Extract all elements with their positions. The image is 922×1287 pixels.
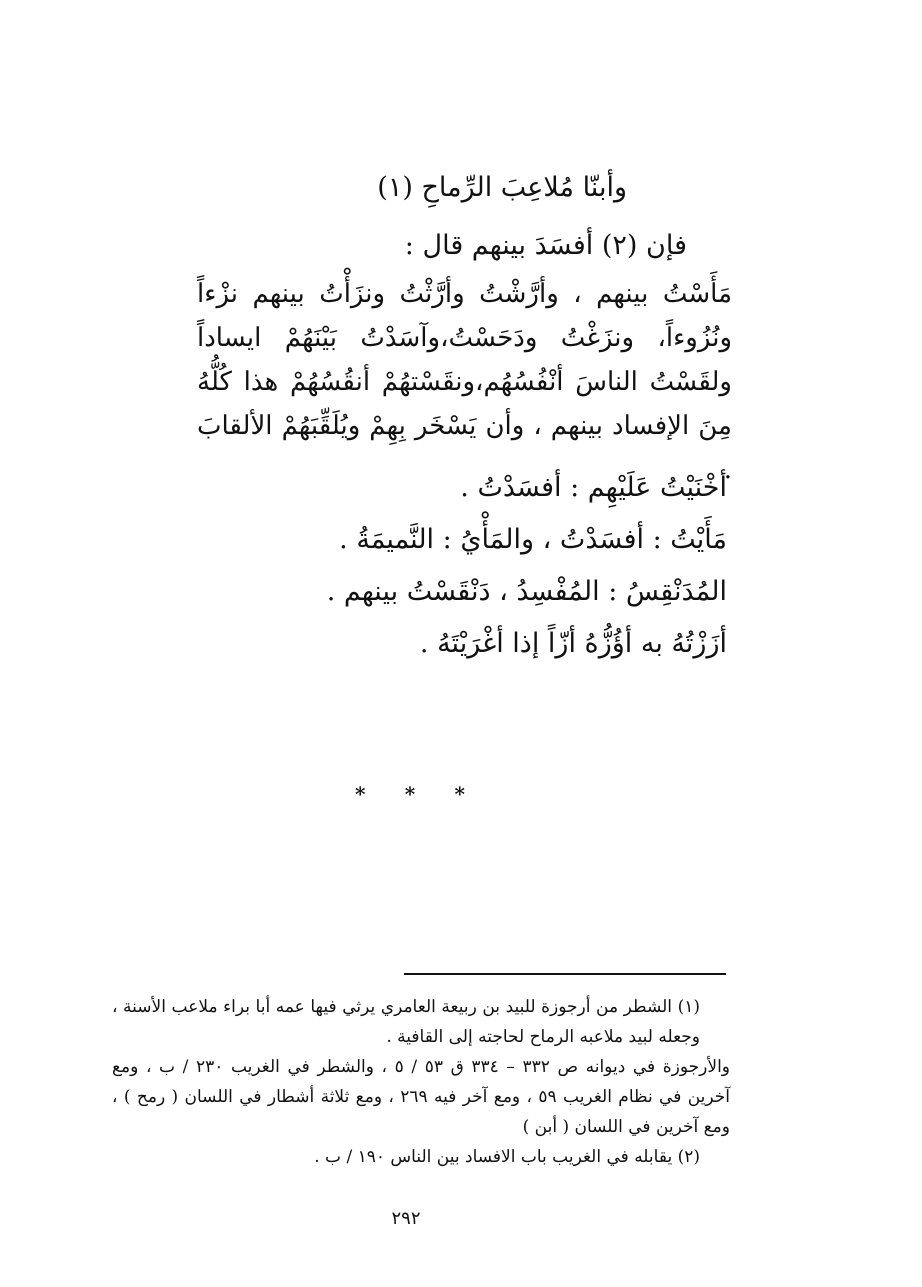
divider-star: * xyxy=(404,782,416,806)
divider-star: * xyxy=(454,782,465,806)
entry-line: المُدَنْقِسُ : المُفْسِدُ ، دَنْقَسْتُ بينهم . xyxy=(326,576,727,607)
entry-line: أزَزْتُهُ به أؤُزُّهُ أزّاً إذا أغْرَيْتَهُ . xyxy=(419,628,727,659)
entry-line: أخْنَيْتُ عَلَيْهِم : أفسَدْتُ . xyxy=(460,472,727,503)
section-divider xyxy=(355,782,465,806)
section-heading: فإن (٢) أفسَدَ بينهم قال : xyxy=(404,230,687,261)
footnote: (١) الشطر من أرجوزة للبيد بن ربيعة العامري يرثي فيها عمه أبا براء ملاعب الأسنة ، وجعله لبيد ملاعبه الرماح لحاجته إلى القافية . xyxy=(112,997,700,1047)
footnote-separator xyxy=(404,973,726,975)
verse-line: وأبنّا مُلاعِبَ الرِّماحِ (١) xyxy=(377,172,627,203)
footnote: والأرجوزة في ديوانه ص ٣٣٢ – ٣٣٤ ق ٥٣ / ٥ ، والشطر في الغريب ٢٣٠ / ب ، ومع آخرين في نظام الغريب ٥٩ ، ومع آخر فيه ٢٦٩ ، ومع ثلاثة أشطار في اللسان ( رمح ) ، ومع آخرين في اللسان ( أبن ) xyxy=(112,1057,730,1137)
footnote: (٢) يقابله في الغريب باب الافساد بين الناس ١٩٠ / ب . xyxy=(314,1147,700,1167)
page-number: ٢٩٢ xyxy=(391,1208,421,1229)
paragraph-text: مَأَسْتُ بينهم ، وأرَّشْتُ وأرَّثْتُ ونزَأْتُ بينهم نزْءاً ونُزُوءاً، ونزَغْتُ ودَحَسْتُ،وآسَدْتُ بَيْنَهُمْ ايساداً ولقَسْتُ الناسَ أنْفُسُهُم،ونقَسْتهُمْ أنقُسُهُمْ هذا كُلُّهُ مِنَ الإفساد بينهم ، وأن يَسْخَر بِهِمْ ويُلَقِّبَهُمْ الألقابَ . xyxy=(197,279,732,485)
divider-star: * xyxy=(355,782,366,806)
entry-line: مَأَيْتُ : أفسَدْتُ ، والمَأْيُ : النَّميمَةُ . xyxy=(339,524,727,555)
footnotes xyxy=(112,992,730,1172)
main-paragraph xyxy=(197,272,732,492)
